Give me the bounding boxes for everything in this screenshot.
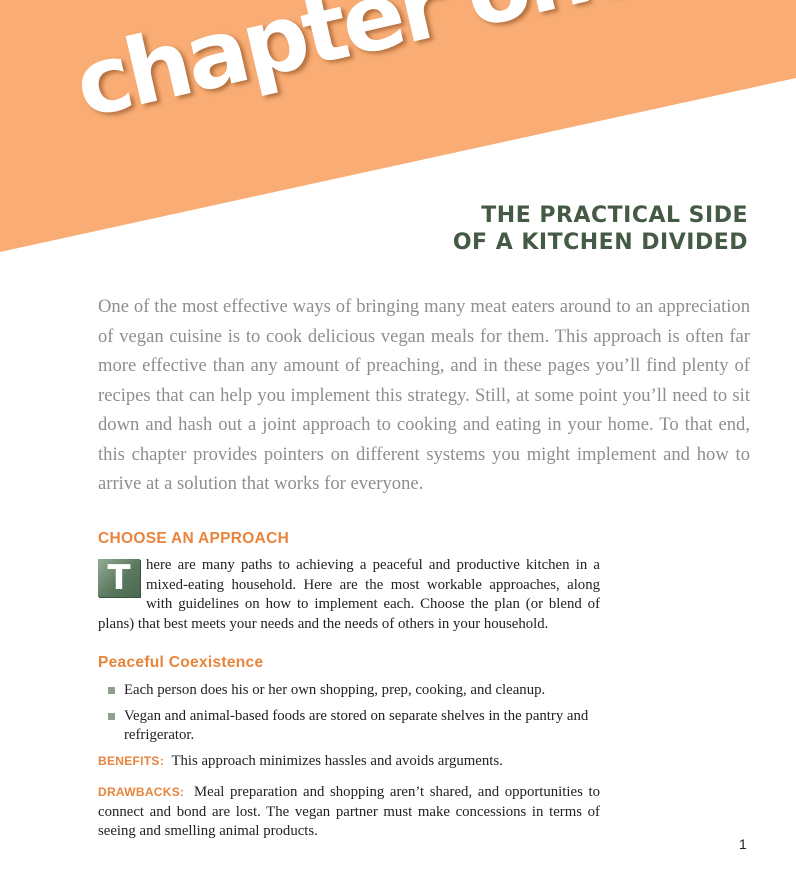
subsection-heading: Peaceful Coexistence [98,654,264,671]
benefits-label: BENEFITS: [98,754,165,768]
list-item [108,681,600,701]
approach-paragraph-block [98,556,600,634]
drawbacks-paragraph [98,783,600,842]
drop-cap: T [98,559,140,597]
list-item-text: Each person does his or her own shopping, prep, cooking, and cleanup. [124,682,546,698]
drawbacks-label: DRAWBACKS: [98,785,185,799]
intro-paragraph: One of the most effective ways of bringing many meat eaters around to an appreciation of vegan cuisine is to cook delicious vegan meals for them. This approach is often far more effective than any amount of preaching, and in these pages you’ll find plenty of recipes that can help you implement this strategy. Still, at some point you’ll need to sit down and hash out a joint approach to cooking and eating in your home. To that end, this chapter provides pointers on different systems you might implement and how to arrive at a solution that works for everyone. [98,296,750,494]
square-bullet-icon [108,713,115,720]
benefits-text: This approach minimizes hassles and avoids arguments. [171,753,503,769]
square-bullet-icon [108,687,115,694]
chapter-subtitle [453,202,748,256]
list-item-text: Vegan and animal-based foods are stored on separate shelves in the pantry and refrigerator. [124,707,589,743]
page-number: 1 [739,836,747,852]
subtitle-line-1: THE PRACTICAL SIDE [481,203,748,228]
list-item [108,707,600,746]
section-heading: CHOOSE AN APPROACH [98,530,290,547]
benefits-paragraph [98,752,600,772]
bullet-list [108,681,600,752]
subtitle-line-2: OF A KITCHEN DIVIDED [452,230,748,255]
approach-paragraph: here are many paths to achieving a peaceful and productive kitchen in a mixed-eating household. Here are the most workable approaches, along with guidelines on how to implement each. Choose the plan (or blend of plans) that best meets your needs and the needs of others in your household. [98,557,600,632]
drawbacks-text: Meal preparation and shopping aren’t shared, and opportunities to connect and bond are lost. The vegan partner must make concessions in terms of seeing and smelling animal products. [98,784,600,839]
